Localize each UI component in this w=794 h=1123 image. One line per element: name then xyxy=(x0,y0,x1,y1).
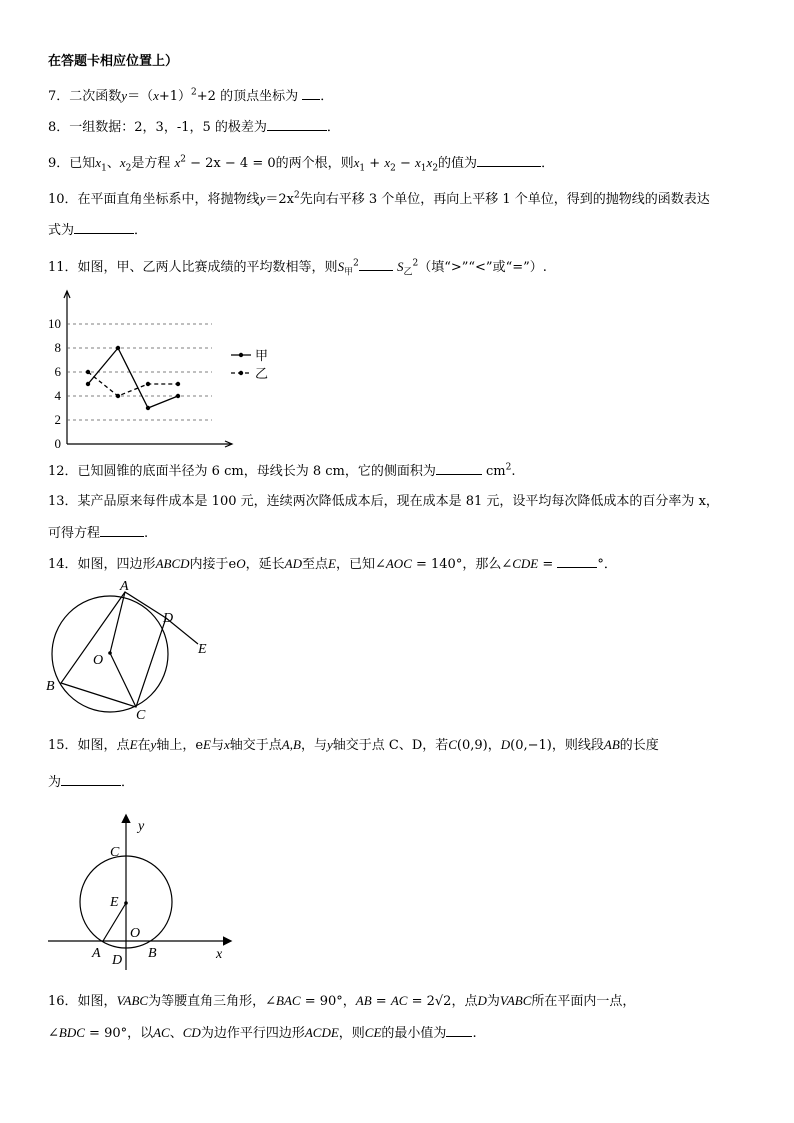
y-tick-label: 2 xyxy=(54,412,61,427)
data-point xyxy=(146,406,150,410)
question-10-line-2: 式为 ． xyxy=(48,223,148,238)
label-o: O xyxy=(130,926,141,941)
question-number: 15． xyxy=(48,738,78,753)
legend-marker-1 xyxy=(239,353,243,357)
question-15-line-2: 为 ． xyxy=(48,775,135,790)
y-tick-label: 4 xyxy=(54,388,61,403)
legend-label-2: 乙 xyxy=(255,366,269,381)
question-number: 16． xyxy=(48,994,78,1009)
question-number: 11． xyxy=(48,260,78,275)
answer-blank xyxy=(100,524,144,537)
segment-oc xyxy=(110,653,136,707)
label-y-axis: y xyxy=(138,819,145,834)
figure-15-circle-axes xyxy=(40,812,240,972)
label-a: A xyxy=(120,579,129,594)
y-tick-label: 6 xyxy=(54,364,61,379)
data-point xyxy=(176,382,180,386)
question-number: 12． xyxy=(48,464,78,479)
question-10: 10．在平面直角坐标系中，将抛物线$y=2x^2$先向右平移 3 个单位，再向上平移 1 个单位，得到的抛物线的函数表达 xyxy=(48,190,710,207)
label-b: B xyxy=(148,946,157,961)
section-header: 在答题卡相应位置上） xyxy=(48,54,179,69)
question-13-line-2: 可得方程 . xyxy=(48,526,149,541)
label-x-axis: x xyxy=(216,947,223,962)
answer-blank xyxy=(61,773,121,786)
question-number: 13． xyxy=(48,494,78,509)
label-e: E xyxy=(110,895,119,910)
question-number: 9． xyxy=(48,156,70,171)
label-c: C xyxy=(136,708,146,723)
question-number: 7． xyxy=(48,89,70,104)
chart-axes xyxy=(64,291,232,447)
label-c: C xyxy=(110,845,120,860)
question-13: 13．某产品原来每件成本是 100 元，连续两次降低成本后，现在成本是 81 元，设平均每次降低成本的百分率为 x， xyxy=(48,494,719,509)
data-point xyxy=(116,346,120,350)
segment-ao xyxy=(110,592,125,653)
question-11: 11．如图，甲、乙两人比赛成绩的平均数相等，则$S_甲^2$ $S_乙^2$（填“>”“<”或“=”）. xyxy=(48,258,547,278)
center-point-e xyxy=(124,901,128,905)
question-8: 8．一组数据：2，3，-1，5 的极差为 ． xyxy=(48,120,340,135)
answer-blank xyxy=(446,1024,472,1037)
legend-marker-2 xyxy=(239,371,243,375)
question-12: 12．已知圆锥的底面半径为 6 cm，母线长为 8 cm，它的侧面积为 $cm^2$. xyxy=(48,462,516,479)
y-tick-label: 10 xyxy=(48,316,61,331)
question-7: 7．二次函数$y=(x+1)^2+2$ 的顶点坐标为 ． xyxy=(48,87,334,104)
question-16: 16．如图，VABC为等腰直角三角形，∠BAC = 90°，AB = AC = 2√2，点D为VABC所在平面内一点， xyxy=(48,993,636,1009)
question-15: 15．如图，点E在y轴上，eE与x轴交于点A,B，与y轴交于点 C、D，若C(0,9)，D(0,−1)，则线段AB的长度 xyxy=(48,737,659,753)
figure-14-circle-quadrilateral xyxy=(40,578,220,728)
label-d: D xyxy=(163,611,174,626)
data-point xyxy=(116,394,120,398)
chart-y-ticks xyxy=(48,316,62,451)
question-number: 10． xyxy=(48,192,78,207)
question-9: 9．已知$x_1$、$x_2$是方程 $x^2 - 2x - 4 = 0$的两个根，则$x_1 + x_2 - x_1x_2$的值为 ． xyxy=(48,154,555,174)
question-number: 14． xyxy=(48,557,78,572)
y-tick-label: 0 xyxy=(54,436,61,451)
label-o: O xyxy=(93,653,104,668)
legend-label-1: 甲 xyxy=(255,348,269,363)
data-point xyxy=(86,382,90,386)
y-tick-label: 8 xyxy=(54,340,61,355)
series-line-2 xyxy=(88,372,178,396)
label-b: B xyxy=(46,679,55,694)
series-line-1 xyxy=(88,348,178,408)
label-d: D xyxy=(112,953,123,968)
quadrilateral-abcd xyxy=(61,592,166,707)
data-point xyxy=(86,370,90,374)
data-point xyxy=(176,394,180,398)
center-point-o xyxy=(108,651,112,655)
question-16-line-2: ∠BDC = 90°，以AC、CD为边作平行四边形ACDE，则CE的最小值为 . xyxy=(48,1025,477,1041)
question-number: 8． xyxy=(48,120,70,135)
question-14: 14．如图，四边形ABCD内接于eO，延长AD至点E，已知∠AOC = 140°，那么∠CDE = °． xyxy=(48,556,617,572)
label-a: A xyxy=(92,946,101,961)
label-e: E xyxy=(198,642,207,657)
chart-legend xyxy=(231,348,268,381)
chart-series xyxy=(86,346,180,410)
data-point xyxy=(146,382,150,386)
answer-blank xyxy=(436,462,482,475)
answer-blank xyxy=(557,555,597,568)
